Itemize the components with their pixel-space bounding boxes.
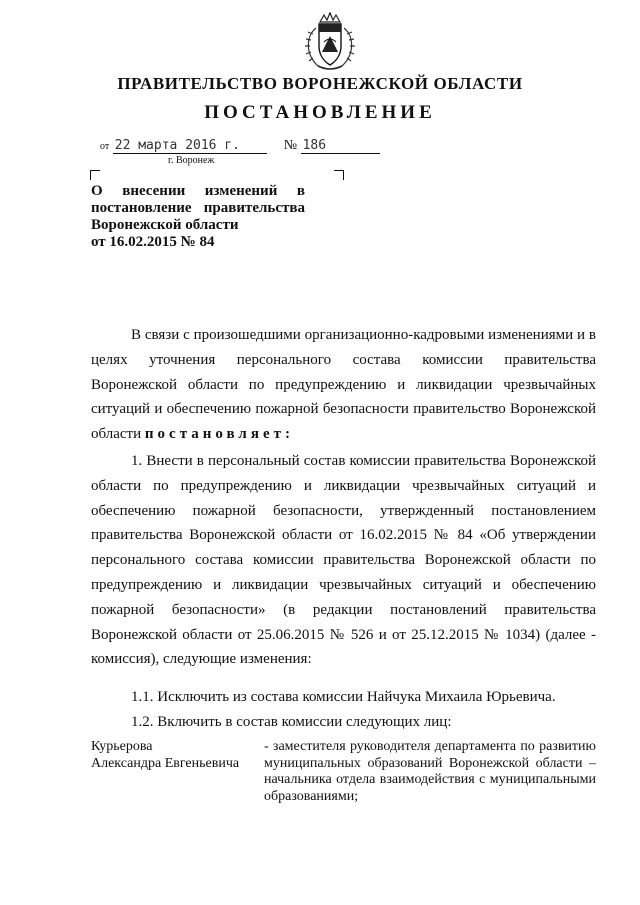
document-date: 22 марта 2016 г. <box>113 138 267 154</box>
preamble-paragraph <box>91 323 596 447</box>
person-given-names: Александра Евгеньевича <box>91 755 240 771</box>
clause-1-2-paragraph <box>91 710 596 735</box>
clause-1-paragraph <box>91 449 596 672</box>
organization-title: ПРАВИТЕЛЬСТВО ВОРОНЕЖСКОЙ ОБЛАСТИ <box>117 74 523 93</box>
coat-of-arms-icon <box>300 12 360 76</box>
subject-line: от 16.02.2015 № 84 <box>91 234 215 250</box>
subject-line: постановление правительства <box>91 200 305 216</box>
from-label: от <box>100 141 110 152</box>
person-position: - заместителя руководителя департамента по развитию муниципальных образований Воронежской области – начальника отдела взаимодействия с муниципальными образованиями; <box>264 739 596 804</box>
document-type: ПОСТАНОВЛЕНИЕ <box>204 102 436 123</box>
person-surname: Курьерова <box>91 739 153 754</box>
corner-bracket-right <box>334 170 344 180</box>
clause-1-text: 1. Внести в персональный состав комиссии правительства Воронежской области по предупреждению и ликвидации чрезвычайных ситуаций и обеспечению пожарной безопасности, утвержденный постановлением правительства Воронежской области от 16.02.2015 № 84 «Об утверждении персонального состава комиссии правительства Воронежской области по предупреждению и ликвидации чрезвычайных ситуаций и обеспечению пожарной безопасности» (в редакции постановлений правительства Воронежской области от 25.06.2015 № 526 и от 25.12.2015 № 1034) (далее - комиссия), следующие изменения: <box>91 453 596 668</box>
document-subject <box>91 183 305 251</box>
date-number-row <box>100 138 380 154</box>
corner-bracket-left <box>90 170 100 180</box>
person-name <box>91 739 239 772</box>
subject-line: Воронежской области <box>91 217 239 233</box>
subject-line: О внесении изменений в <box>91 183 305 199</box>
clause-1-1-paragraph <box>91 685 596 710</box>
resolves-word: постановляет: <box>144 426 294 443</box>
clause-1-2-text: 1.2. Включить в состав комиссии следующих лиц: <box>131 714 452 730</box>
clause-1-1-text: 1.1. Исключить из состава комиссии Найчука Михаила Юрьевича. <box>131 689 556 705</box>
preamble-text: В связи с произошедшими организационно-кадровыми изменениями и в целях уточнения персонального состава комиссии правительства Воронежской области по предупреждению и ликвидации чрезвычайных ситуаций и обеспечению пожарной безопасности правительство Воронежской области <box>91 327 596 443</box>
number-label: № <box>283 138 298 153</box>
city-label: г. Воронеж <box>168 155 215 166</box>
document-number: 186 <box>301 138 380 154</box>
